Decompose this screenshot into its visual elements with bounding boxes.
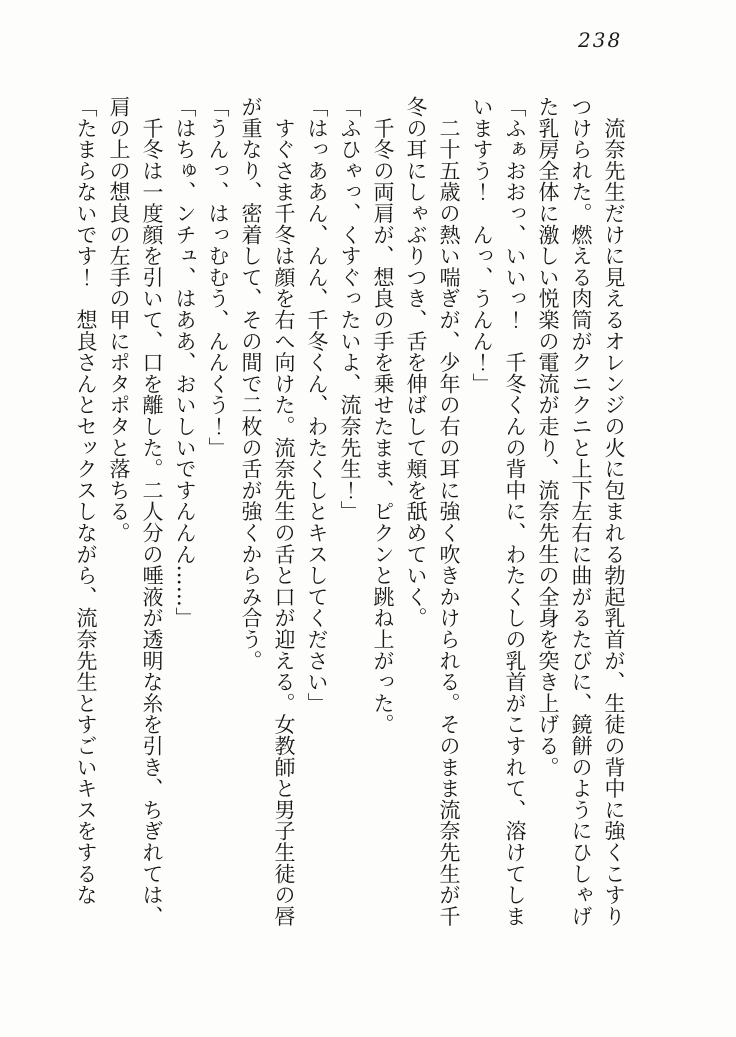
paragraph: 「はちゅ、ンチュ、はああ、おいしいですんんん……」 — [173, 96, 197, 629]
paragraph: 「たまらないです！ 想良さんとセックスしながら、流奈先生とすごいキスをするな — [74, 96, 98, 906]
page-number: 238 — [578, 28, 623, 52]
paragraph: 流奈先生だけに見えるオレンジの火に包まれる勃起乳首が、生徒の背中に強くこすりつけられた。燃える肉筒がクニクニと上下左右に曲がるたびに、鏡餅のようにひしゃげた乳房全体に激しい悦楽の電流が走り、流奈先生の全身を突き上げる。 — [536, 96, 626, 927]
paragraph: 「ふぁおおっ、いいっ！ 千冬くんの背中に、わたくしの乳首がこすれて、溶けてしまいますう！ んっ、うんん！」 — [470, 96, 527, 927]
paragraph: 「うんっ、はっむむう、んんくう！」 — [206, 96, 230, 459]
paragraph: 「ふひゃっ、くすぐったいよ、流奈先生！」 — [338, 96, 362, 522]
paragraph: 千冬は一度顔を引いて、口を離した。二人分の唾液が透明な糸を引き、ちぎれては、肩の上の想良の左手の甲にポタポタと落ちる。 — [107, 96, 164, 927]
paragraph: 二十五歳の熱い喘ぎが、少年の右の耳に強く吹きかけられる。そのまま流奈先生が千冬の耳にしゃぶりつき、舌を伸ばして頬を舐めていく。 — [404, 96, 461, 927]
page-text — [69, 96, 630, 932]
paragraph: 千冬の両肩が、想良の手を乗せたまま、ピクンと跳ね上がった。 — [371, 96, 395, 735]
paragraph: すぐさま千冬は顔を右へ向けた。流奈先生の舌と口が迎える。女教師と男子生徒の唇が重なり、密着して、その間で二枚の舌が強くからみ合う。 — [239, 96, 296, 927]
paragraph: 「はっああん、んん、千冬くん、わたくしとキスしてください」 — [305, 96, 329, 714]
